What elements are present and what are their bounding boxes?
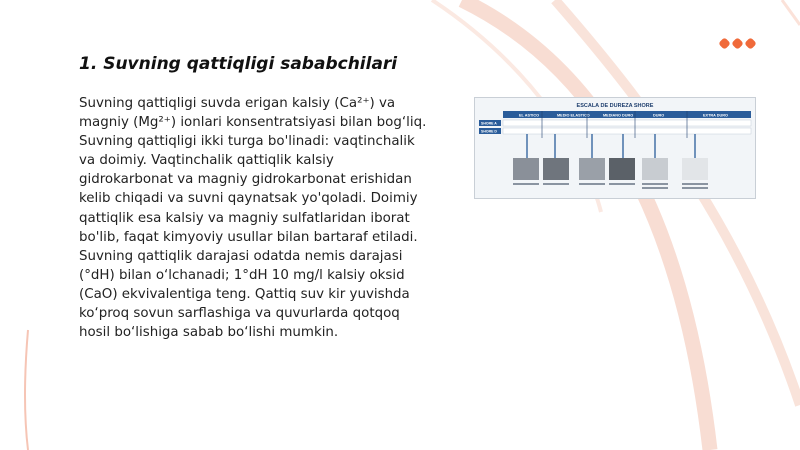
caption-line (642, 187, 668, 189)
shore-d-scale-row (503, 128, 751, 134)
shore-a-scale-row (503, 120, 751, 126)
dot (731, 37, 744, 50)
decorative-dots (720, 39, 755, 48)
dot (744, 37, 757, 50)
dot (718, 37, 731, 50)
caption-line (543, 183, 569, 185)
slide-title: 1. Suvning qattiqligi sababchilari (79, 54, 398, 74)
scale-label: SHORE D (481, 129, 497, 134)
category-label: EL ASTICO (519, 113, 540, 118)
shore-hardness-scale-figure (474, 97, 756, 199)
example-image-tire (543, 158, 569, 180)
category-label: MEDIO ELASTICO (557, 113, 590, 118)
caption-line (513, 183, 539, 185)
category-label: MEDIANO DURO (603, 113, 634, 118)
example-image-plastic-part (682, 158, 708, 180)
caption-line (609, 183, 635, 185)
caption-line (579, 183, 605, 185)
example-image-shoe-heel (579, 158, 605, 180)
figure-title: ESCALA DE DUREZA SHORE (576, 103, 654, 109)
caption-line (682, 187, 708, 189)
example-image-hard-wheel (609, 158, 635, 180)
category-label: DURO (653, 113, 665, 118)
example-image-rubber-band (513, 158, 539, 180)
example-image-hard-hat (642, 158, 668, 180)
category-label: EXTRA DURO (703, 113, 728, 118)
caption-line (682, 183, 708, 185)
scale-label: SHORE A (481, 121, 497, 126)
caption-line (642, 183, 668, 185)
slide-paragraph: Suvning qattiqligi suvda erigan kalsiy (Ca²⁺) va magniy (Mg²⁺) ionlari konsentratsiyasi bilan bog‘liq. Suvning qattiqligi ikki turga bo'linadi: vaqtinchalik va doimiy. Vaqtinchalik qattiqlik kalsiy gidrokarbonat va magniy gidrokarbonat erishidan kelib chiqadi va suvni qaynatsak yo'qoladi. Doimiy qattiqlik esa kalsiy va magniy sulfatlaridan iborat bo'lib, faqat kimyoviy usullar bilan bartaraf etiladi. Suvning qattiqlik darajasi odatda nemis darajasi (°dH) bilan o‘lchanadi; 1°dH 10 mg/l kalsiy oksid (CaO) ekvivalentiga teng. Qattiq suv kir yuvishda ko‘proq sovun sarflashiga va quvurlarda qotqoq hosil bo‘lishiga sabab bo‘lishi mumkin. (79, 96, 427, 341)
